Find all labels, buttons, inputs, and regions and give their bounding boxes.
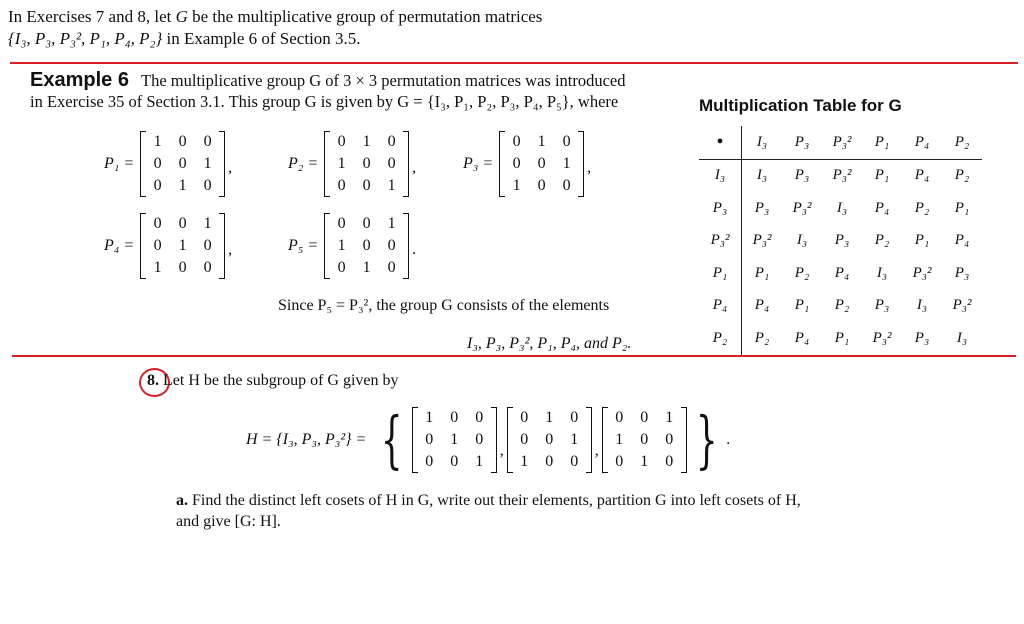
- table-row: [699, 225, 982, 258]
- matrix-punct: .: [412, 241, 417, 258]
- h-matrix-1: 1 0 0 0 1 0 0 0 1: [412, 407, 497, 473]
- example-line1-text: The multiplicative group G of 3 × 3 permutation matrices was introduced: [141, 71, 626, 90]
- bottom-red-rule: [12, 355, 1016, 357]
- matrix-punct: ,: [412, 159, 417, 176]
- table-cell: P₃²: [952, 297, 972, 314]
- table-col-header: P₄: [902, 126, 942, 159]
- table-cell: P₂: [754, 329, 770, 346]
- table-cell: P₃²: [792, 199, 812, 216]
- table-cell: P₂: [954, 167, 970, 184]
- table-cell: P₁: [794, 297, 810, 314]
- table-cell: P₃: [794, 167, 810, 184]
- table-cell: I₃: [756, 167, 768, 184]
- table-cell: P₁: [874, 167, 890, 184]
- matrix-label: P₃ =: [463, 155, 494, 172]
- matrix-punct: ,: [228, 241, 233, 258]
- table-cell: P₂: [914, 199, 930, 216]
- example-title: Example 6: [30, 69, 129, 91]
- intro-text: [8, 6, 688, 50]
- h-label: H = {I₃, P₃, P₃²} =: [246, 431, 367, 448]
- table-row-header: P₃²: [699, 225, 742, 258]
- multiplication-table: [699, 126, 982, 355]
- table-cell: P₁: [754, 264, 770, 281]
- table-cell: I₃: [836, 199, 848, 216]
- table-row: [699, 290, 982, 323]
- example-line-1: [30, 70, 690, 91]
- table-col-header: P₁: [862, 126, 902, 159]
- matrix-p3: [463, 131, 591, 197]
- table-row: [699, 322, 982, 355]
- top-red-rule: [10, 62, 1018, 64]
- part-a-label: a.: [176, 492, 188, 509]
- matrix-p4: [104, 213, 232, 279]
- exercise-number: 8.: [147, 372, 159, 389]
- matrix-label: P₁ =: [104, 155, 135, 172]
- exercise-text: Let H be the subgroup of G given by: [163, 372, 399, 389]
- table-cell: P₄: [794, 329, 810, 346]
- table-cell: P₄: [754, 297, 770, 314]
- table-col-header: P₃²: [822, 126, 862, 159]
- matrix-grid: 1 0 0 0 0 1 0 1 0: [140, 131, 225, 197]
- table-cell: P₃²: [832, 167, 852, 184]
- matrix-punct: ,: [587, 159, 592, 176]
- matrix-punct: ,: [228, 159, 233, 176]
- end-punct: .: [726, 431, 731, 448]
- table-cell: P₄: [914, 167, 930, 184]
- intro-prefix: In Exercises 7 and 8, let: [8, 7, 176, 26]
- table-corner: •: [699, 126, 742, 159]
- table-cell: P₃: [954, 264, 970, 281]
- example-header: [30, 70, 690, 112]
- intro-suffix: be the multiplicative group of permutation matrices: [187, 7, 543, 26]
- close-brace: }: [695, 403, 718, 476]
- table-header-row: [699, 126, 982, 159]
- exercise-8-line: [147, 372, 399, 390]
- intro-line-2: [8, 28, 688, 50]
- matrix-p2: [288, 131, 416, 197]
- matrix-p1: [104, 131, 232, 197]
- matrix-grid: 0 0 1 0 1 0 1 0 0: [140, 213, 225, 279]
- table-cell: I₃: [956, 329, 968, 346]
- table-title: Multiplication Table for G: [699, 96, 902, 115]
- h-matrix-3: 0 0 1 1 0 0 0 1 0: [602, 407, 687, 473]
- part-a-text: Find the distinct left cosets of H in G, write out their elements, partition G into left cosets of H, and give [G: H].: [176, 492, 801, 530]
- intro-section: in Example 6 of Section 3.5.: [162, 29, 361, 48]
- table-cell: P₃²: [912, 264, 932, 281]
- table-cell: P₄: [834, 264, 850, 281]
- table-row-header: P₃: [699, 192, 742, 225]
- table-cell: P₂: [834, 297, 850, 314]
- table-row: [699, 159, 982, 192]
- table-cell: P₂: [794, 264, 810, 281]
- table-col-header: P₂: [942, 126, 982, 159]
- elements-list: I₃, P₃, P₃², P₁, P₄, and P₂.: [467, 335, 632, 352]
- matrix-grid: 0 0 1 1 0 0 0 1 0: [324, 213, 409, 279]
- table-cell: P₃: [914, 329, 930, 346]
- matrix-grid: 0 1 0 1 0 0 0 0 1: [324, 131, 409, 197]
- table-cell: P₃²: [752, 232, 772, 249]
- table-cell: P₄: [954, 232, 970, 249]
- table-cell: P₁: [954, 199, 970, 216]
- table-cell: P₄: [874, 199, 890, 216]
- intro-var: G: [175, 7, 188, 26]
- matrix-label: P₂ =: [288, 155, 319, 172]
- matrix-grid: 0 1 0 0 0 1 1 0 0: [499, 131, 584, 197]
- matrix-label: P₅ =: [288, 237, 319, 254]
- table-cell: I₃: [796, 232, 808, 249]
- example-line-2: in Exercise 35 of Section 3.1. This group G is given by G = {I₃, P₁, P₂, P₃, P₄, P₅}, where: [30, 92, 619, 111]
- table-col-header: I₃: [742, 126, 783, 159]
- h-matrix-2: 0 1 0 0 0 1 1 0 0: [507, 407, 592, 473]
- table-cell: P₁: [834, 329, 850, 346]
- table-cell: P₃: [834, 232, 850, 249]
- since-text: Since P₅ = P₃², the group G consists of the elements: [278, 297, 610, 314]
- part-a: [176, 490, 816, 532]
- matrix-p5: [288, 213, 416, 279]
- table-cell: I₃: [876, 264, 888, 281]
- intro-set: {I₃, P₃, P₃², P₁, P₄, P₂}: [8, 29, 163, 48]
- matrix-label: P₄ =: [104, 237, 135, 254]
- table-cell: P₁: [914, 232, 930, 249]
- table-row-header: P₂: [699, 322, 742, 355]
- table-row: [699, 192, 982, 225]
- table-cell: P₃: [754, 199, 770, 216]
- table-cell: P₃²: [872, 329, 892, 346]
- intro-line-1: [8, 6, 688, 28]
- table-row-header: P₄: [699, 290, 742, 323]
- table-cell: P₂: [874, 232, 890, 249]
- open-brace: {: [381, 403, 403, 476]
- table-row: [699, 257, 982, 290]
- h-definition: H = {I₃, P₃, P₃²} = { 1 0 0 0 1 0 0 0 1 , 0 1 0 0 0 1 1 0 0 , 0 0 1 1 0 0 0 1 0 } .: [246, 403, 731, 476]
- table-cell: P₃: [874, 297, 890, 314]
- table-row-header: P₁: [699, 257, 742, 290]
- table-row-header: I₃: [699, 159, 742, 192]
- table-col-header: P₃: [782, 126, 822, 159]
- table-cell: I₃: [916, 297, 928, 314]
